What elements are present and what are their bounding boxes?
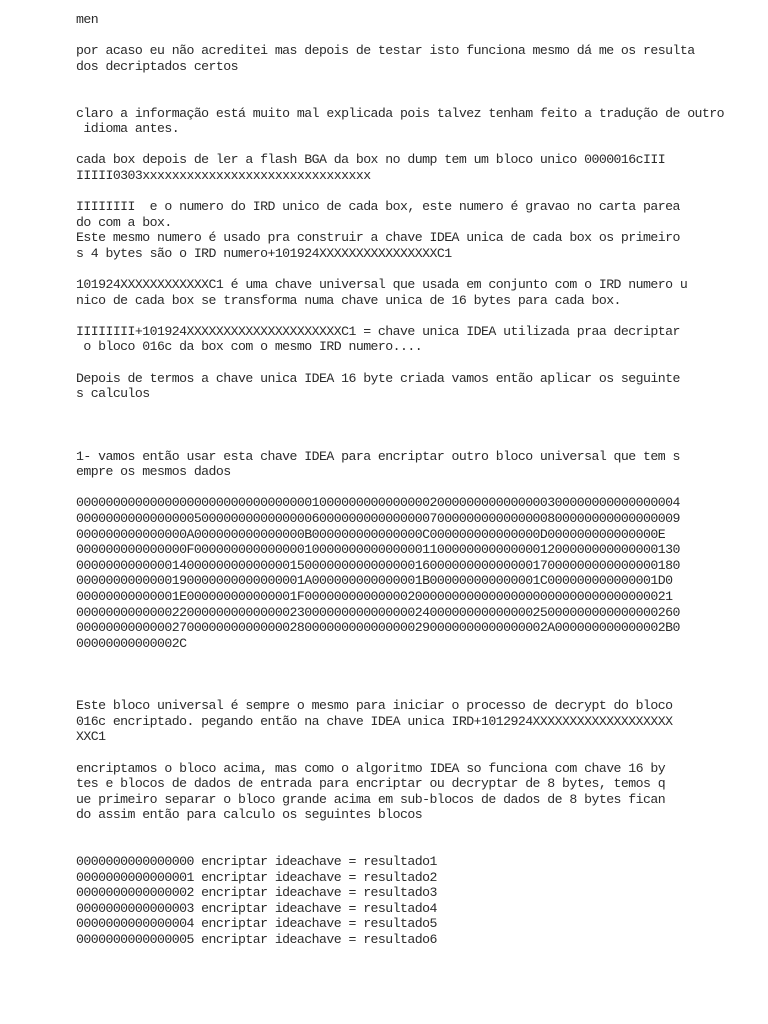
paragraph-5 xyxy=(76,277,756,308)
hex-line: 0000000000000220000000000000023000000000000000240000000000000025000000000000000260 xyxy=(76,604,680,620)
text-line: IIIIIIII e o numero do IRD unico de cada box, este numero é gravao no carta parea xyxy=(76,199,680,215)
hex-line: 000000000000000F000000000000000100000000000000011000000000000001200000000000000130 xyxy=(76,542,680,558)
paragraph-4 xyxy=(76,199,756,261)
text-line: encriptamos o bloco acima, mas como o algoritmo IDEA so funciona com chave 16 by xyxy=(76,760,666,776)
text-line: XXC1 xyxy=(76,729,106,745)
text-line: Este mesmo numero é usado pra construir a chave IDEA unica de cada box os primeiro xyxy=(76,230,680,246)
paragraph-1 xyxy=(76,43,756,74)
hex-line: 00000000000001E000000000000001F00000000000000200000000000000000000000000000000021 xyxy=(76,588,673,604)
hex-line: 0000000000000270000000000000028000000000000000290000000000000002A000000000000002B0 xyxy=(76,620,680,636)
hex-line: 00000000000002C xyxy=(76,635,187,651)
text-line: o bloco 016c da box com o mesmo IRD numero.... xyxy=(76,339,423,355)
text-line: dos decriptados certos xyxy=(76,58,239,74)
text-line: nico de cada box se transforma numa chave unica de 16 bytes para cada box. xyxy=(76,292,621,308)
calc-line: 0000000000000003 encriptar ideachave = resultado4 xyxy=(76,900,437,916)
text-line: s calculos xyxy=(76,386,150,402)
document-page xyxy=(76,12,756,948)
calc-line: 0000000000000005 encriptar ideachave = resultado6 xyxy=(76,932,437,948)
text-line: s 4 bytes são o IRD numero+101924XXXXXXXXXXXXXXXXC1 xyxy=(76,245,452,261)
text-line: IIIIIIII+101924XXXXXXXXXXXXXXXXXXXXXC1 = chave unica IDEA utilizada praa decriptar xyxy=(76,323,680,339)
text-line: claro a informação está muito mal explicada pois talvez tenham feito a tradução de outro xyxy=(76,105,725,121)
text-line: 1- vamos então usar esta chave IDEA para encriptar outro bloco universal que tem s xyxy=(76,448,680,464)
paragraph-6 xyxy=(76,324,756,355)
hex-line: 000000000000000A000000000000000B000000000000000C000000000000000D000000000000000E xyxy=(76,526,666,542)
text-line: do com a box. xyxy=(76,214,172,230)
calc-line: 0000000000000000 encriptar ideachave = resultado1 xyxy=(76,854,437,870)
hex-line: 0000000000000000000000000000000010000000000000002000000000000000300000000000000004 xyxy=(76,495,680,511)
hex-line: 0000000000000140000000000000015000000000000000160000000000000017000000000000000180 xyxy=(76,557,680,573)
text-line: tes e blocos de dados de entrada para encriptar ou decryptar de 8 bytes, temos q xyxy=(76,776,666,792)
hex-line: 0000000000000190000000000000001A000000000000001B000000000000001C000000000000001D0 xyxy=(76,573,673,589)
text-line: por acaso eu não acreditei mas depois de testar isto funciona mesmo dá me os resulta xyxy=(76,43,695,59)
text-line: 016c encriptado. pegando então na chave IDEA unica IRD+1012924XXXXXXXXXXXXXXXXXXX xyxy=(76,713,673,729)
paragraph-7 xyxy=(76,371,756,402)
calculation-list xyxy=(76,854,756,948)
paragraph-9 xyxy=(76,698,756,745)
heading-fragment: men xyxy=(76,12,99,27)
paragraph-10 xyxy=(76,761,756,823)
calc-line: 0000000000000002 encriptar ideachave = resultado3 xyxy=(76,885,437,901)
hex-line: 0000000000000000500000000000000060000000000000007000000000000000800000000000000009 xyxy=(76,511,680,527)
text-line: do assim então para calculo os seguintes blocos xyxy=(76,807,423,823)
text-line: empre os mesmos dados xyxy=(76,464,231,480)
text-line: 101924XXXXXXXXXXXXC1 é uma chave universal que usada em conjunto com o IRD numero u xyxy=(76,277,688,293)
paragraph-2 xyxy=(76,106,756,137)
text-line: IIIII0303xxxxxxxxxxxxxxxxxxxxxxxxxxxxxxx xyxy=(76,167,371,183)
calc-line: 0000000000000004 encriptar ideachave = resultado5 xyxy=(76,916,437,932)
paragraph-8 xyxy=(76,449,756,480)
hex-data-block xyxy=(76,495,756,651)
calc-line: 0000000000000001 encriptar ideachave = resultado2 xyxy=(76,869,437,885)
text-line: cada box depois de ler a flash BGA da box no dump tem um bloco unico 0000016cIII xyxy=(76,152,666,168)
text-line: idioma antes. xyxy=(76,121,180,137)
paragraph-3 xyxy=(76,152,756,183)
text-line: Depois de termos a chave unica IDEA 16 byte criada vamos então aplicar os seguinte xyxy=(76,370,680,386)
text-line: Este bloco universal é sempre o mesmo para iniciar o processo de decrypt do bloco xyxy=(76,698,673,714)
text-line: ue primeiro separar o bloco grande acima em sub-blocos de dados de 8 bytes fican xyxy=(76,791,666,807)
